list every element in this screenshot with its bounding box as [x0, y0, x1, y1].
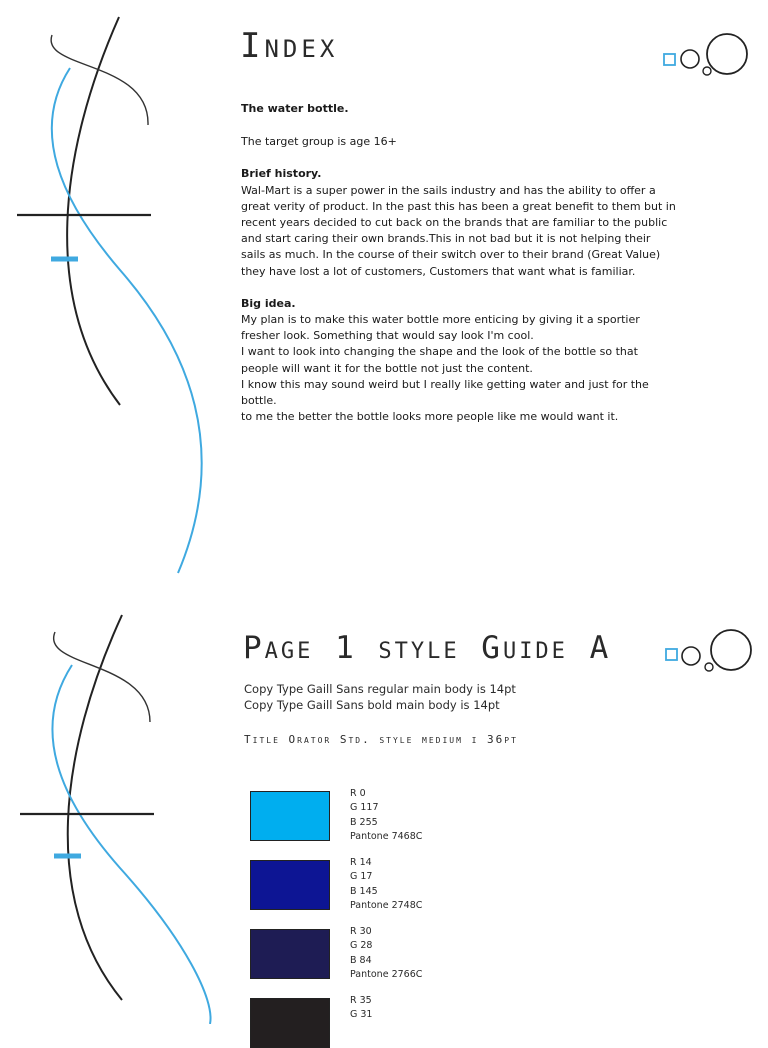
- swatch-green-value: G 117: [350, 802, 379, 814]
- history-heading: Brief history.: [241, 167, 322, 181]
- copy-regular-spec: Copy Type Gaill Sans regular main body is 14pt: [244, 682, 516, 696]
- history-line: recent years decided to cut back on the brands that are familiar to the public: [241, 216, 668, 230]
- swatch-green-value: G 31: [350, 1009, 373, 1021]
- page-title: Index: [240, 26, 339, 66]
- history-line: great verity of product. In the past this has been a great benefit to them but in: [241, 199, 676, 213]
- swatch-green-value: G 17: [350, 871, 373, 883]
- swatch-green-value: G 28: [350, 940, 373, 952]
- history-line: Wal-Mart is a super power in the sails industry and has the ability to offer a: [241, 183, 656, 197]
- idea-line: bottle.: [241, 394, 277, 408]
- idea-line: I know this may sound weird but I really like getting water and just for the: [241, 377, 649, 391]
- history-line: they have lost a lot of customers, Customers that want what is familiar.: [241, 264, 636, 278]
- swatch-pantone: Pantone 2766C: [350, 968, 423, 980]
- idea-line: people will want it for the bottle not just the content.: [241, 361, 533, 375]
- title-font-spec: Title Orator Std. style medium i 36pt: [244, 733, 518, 746]
- history-paragraph: [241, 183, 681, 280]
- decorative-curves-graphic: [0, 0, 230, 590]
- color-swatch: [250, 791, 330, 841]
- swatch-blue-value: B 255: [350, 816, 378, 828]
- swatch-pantone: Pantone 7468C: [350, 830, 423, 842]
- idea-line: to me the better the bottle looks more people like me would want it.: [241, 410, 619, 424]
- idea-line: fresher look. Something that would say look I'm cool.: [241, 329, 534, 343]
- target-group-text: The target group is age 16+: [241, 135, 397, 149]
- style-guide-page: [0, 600, 768, 1024]
- bubbles-logo-icon: [660, 30, 752, 80]
- swatch-blue-value: B 145: [350, 885, 378, 897]
- copy-bold-spec: Copy Type Gaill Sans bold main body is 14pt: [244, 697, 500, 712]
- idea-line: My plan is to make this water bottle more enticing by giving it a sportier: [241, 313, 640, 327]
- history-line: sails as much. In the course of their switch over to their brand (Great Value): [241, 248, 661, 262]
- bubbles-logo-icon: [662, 626, 754, 676]
- idea-line: I want to look into changing the shape and the look of the bottle so that: [241, 345, 638, 359]
- idea-heading: Big idea.: [241, 296, 296, 310]
- decorative-curves-graphic: [0, 600, 230, 1024]
- swatch-blue-value: B 84: [350, 954, 372, 966]
- swatch-red-value: R 35: [350, 995, 372, 1006]
- swatch-values: [350, 787, 422, 844]
- index-body: [241, 101, 681, 425]
- swatch-values: [350, 925, 422, 982]
- history-line: and start caring their own brands.This in not bad but it is not helping their: [241, 232, 651, 246]
- swatch-values: [350, 994, 372, 1023]
- swatch-red-value: R 0: [350, 788, 366, 799]
- color-swatch: [250, 929, 330, 979]
- product-heading: The water bottle.: [241, 102, 349, 115]
- copy-type-specs: [244, 682, 516, 713]
- swatch-red-value: R 30: [350, 926, 372, 937]
- page-title: Page 1 style Guide A: [243, 630, 612, 666]
- color-swatch: [250, 998, 330, 1048]
- idea-paragraph: [241, 312, 681, 425]
- swatch-values: [350, 856, 422, 913]
- color-swatch: [250, 860, 330, 910]
- swatch-pantone: Pantone 2748C: [350, 899, 423, 911]
- swatch-red-value: R 14: [350, 857, 372, 868]
